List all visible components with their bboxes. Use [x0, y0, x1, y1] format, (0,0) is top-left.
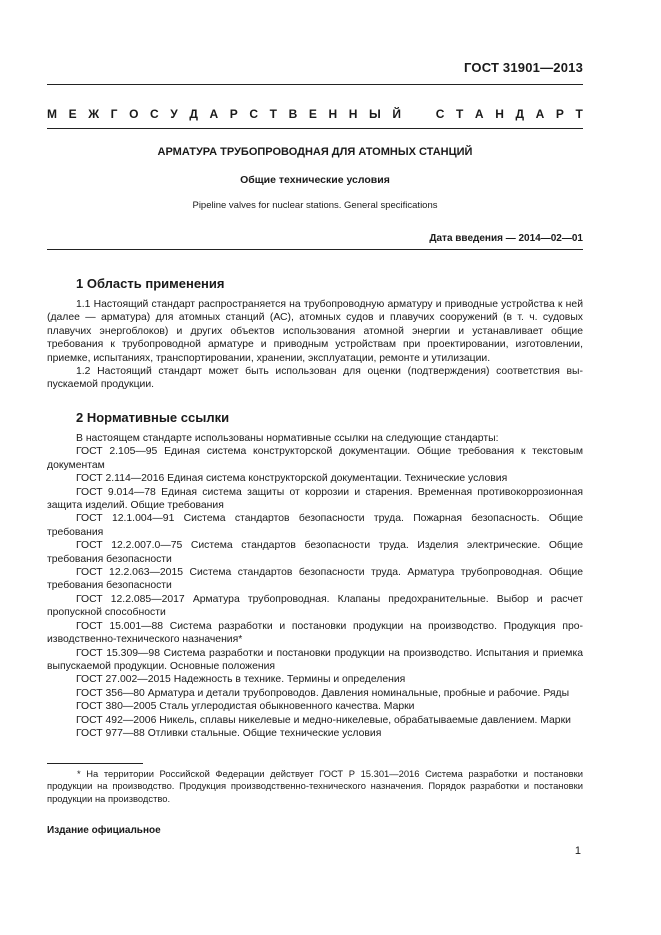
- reference-item: ГОСТ 356—80 Арматура и детали трубопроводов. Давления номинальные, пробные и рабочие. Ряды: [76, 687, 570, 699]
- interstate-standard-banner: [47, 107, 583, 121]
- banner-letter: Д: [189, 107, 198, 121]
- banner-letter: Т: [455, 107, 464, 121]
- banner-letter: С: [435, 107, 445, 121]
- banner-letter: Й: [392, 107, 401, 121]
- banner-letter: С: [150, 107, 159, 121]
- banner-letter: У: [170, 107, 178, 121]
- banner-letter: Н: [328, 107, 338, 121]
- banner-letter: Н: [348, 107, 358, 121]
- banner-letter: А: [209, 107, 219, 121]
- banner-letter: Е: [308, 107, 317, 121]
- english-title: Pipeline valves for nuclear stations. General specifications: [192, 200, 438, 211]
- banner-letter: С: [249, 107, 259, 121]
- reference-item: ГОСТ 380—2005 Сталь углеродистая обыкновенного качества. Марки: [76, 701, 415, 713]
- banner-letter: Р: [555, 107, 564, 121]
- section-heading: 1 Область применения: [76, 276, 225, 291]
- banner-letter: Ж: [88, 107, 100, 121]
- banner-rule: [47, 128, 583, 129]
- reference-item: ГОСТ 12.2.085—2017 Арматура трубопроводная. Клапаны предохранительные. Выбор и расчет пропускной способности: [47, 593, 583, 619]
- date-rule: [47, 249, 583, 250]
- reference-item: ГОСТ 492—2006 Никель, сплавы никелевые и медно-никелевые, обрабатываемые давлением. Марки: [76, 714, 571, 726]
- introduction-date: Дата введения — 2014—02—01: [429, 233, 583, 244]
- reference-item: ГОСТ 2.105—95 Единая система конструкторской документации. Общие требования к текстовым документам: [47, 446, 583, 471]
- banner-letter: Г: [110, 107, 118, 121]
- paragraph: В настоящем стандарте использованы нормативные ссылки на следующие стандарты:: [76, 433, 499, 444]
- banner-letter: О: [129, 107, 139, 121]
- banner-letter: Р: [229, 107, 238, 121]
- section-heading: 2 Нормативные ссылки: [76, 410, 230, 425]
- reference-item: ГОСТ 12.1.004—91 Система стандартов безопасности труда. Пожарная безопасность. Общие требования: [47, 513, 583, 538]
- reference-item: ГОСТ 12.2.063—2015 Система стандартов безопасности труда. Арматура трубопроводная. Общие требования безопасности: [47, 567, 583, 592]
- banner-letter: Д: [515, 107, 525, 121]
- header-rule: [47, 84, 583, 85]
- banner-letter: Т: [269, 107, 277, 121]
- official-edition-label: Издание официальное: [47, 825, 161, 836]
- banner-letter: В: [288, 107, 298, 121]
- banner-letter: Т: [575, 107, 583, 121]
- banner-letter: Н: [495, 107, 504, 121]
- reference-item: ГОСТ 977—88 Отливки стальные. Общие технические условия: [76, 727, 382, 739]
- footnote-rule: [47, 763, 143, 764]
- reference-item: ГОСТ 27.002—2015 Надежность в технике. Термины и определения: [76, 674, 406, 686]
- footnote: [47, 768, 583, 805]
- reference-item: ГОСТ 2.114—2016 Единая система конструкторской документации. Технические условия: [76, 473, 508, 485]
- footnote-text: * На территории Российской Федерации действует ГОСТ Р 15.301—2016 Система разработки и постановки продукции на производство. Продукция производственно-технического назначения. Порядок разработки и постановки продукции на производство.: [47, 768, 583, 804]
- references-list: [47, 432, 583, 740]
- standard-code: ГОСТ 31901—2013: [464, 60, 583, 75]
- reference-item: ГОСТ 9.014—78 Единая система защиты от коррозии и старения. Временная противокоррозионная защита изделий. Общие требования: [47, 486, 583, 512]
- paragraph: 1.2 Настоящий стандарт может быть использован для оценки (подтверждения) соответствия выпускаемой продукции.: [47, 366, 583, 391]
- document-title: АРМАТУРА ТРУБОПРОВОДНАЯ ДЛЯ АТОМНЫХ СТАНЦИЙ: [157, 146, 473, 158]
- section-body: [47, 298, 583, 392]
- page-number: 1: [574, 845, 581, 857]
- banner-letter: А: [474, 107, 484, 121]
- reference-item: ГОСТ 15.001—88 Система разработки и постановки продукции на производство. Продукция производственно-технического назначения*: [47, 620, 583, 646]
- document-subtitle: Общие технические условия: [240, 174, 390, 186]
- banner-letter: Ы: [368, 107, 381, 121]
- reference-item: ГОСТ 12.2.007.0—75 Система стандартов безопасности труда. Изделия электрические. Общие требования безопасности: [47, 540, 583, 565]
- reference-item: ГОСТ 15.309—98 Система разработки и постановки продукции на производство. Испытания и приемка выпускаемой продукции. Основные положения: [47, 647, 583, 672]
- banner-letter: А: [535, 107, 545, 121]
- banner-letter: Е: [68, 107, 77, 121]
- paragraph: 1.1 Настоящий стандарт распространяется на трубопроводную арматуру и приводные устройства к ней (далее — арматура) для атомных станций (АС), атомных судов и плавучих сооружений (в т. ч. судовых плавучих энергоблоков) и других объектов использования атомной энергии и устанавливает общие требования к трубопроводной арматуре и приводным устройствам при проектировании, изготовлении, приемке, испытаниях, транспортировании, хранении, эксплуатации, ремонте и утилизации.: [47, 299, 583, 364]
- banner-letter: М: [47, 107, 57, 121]
